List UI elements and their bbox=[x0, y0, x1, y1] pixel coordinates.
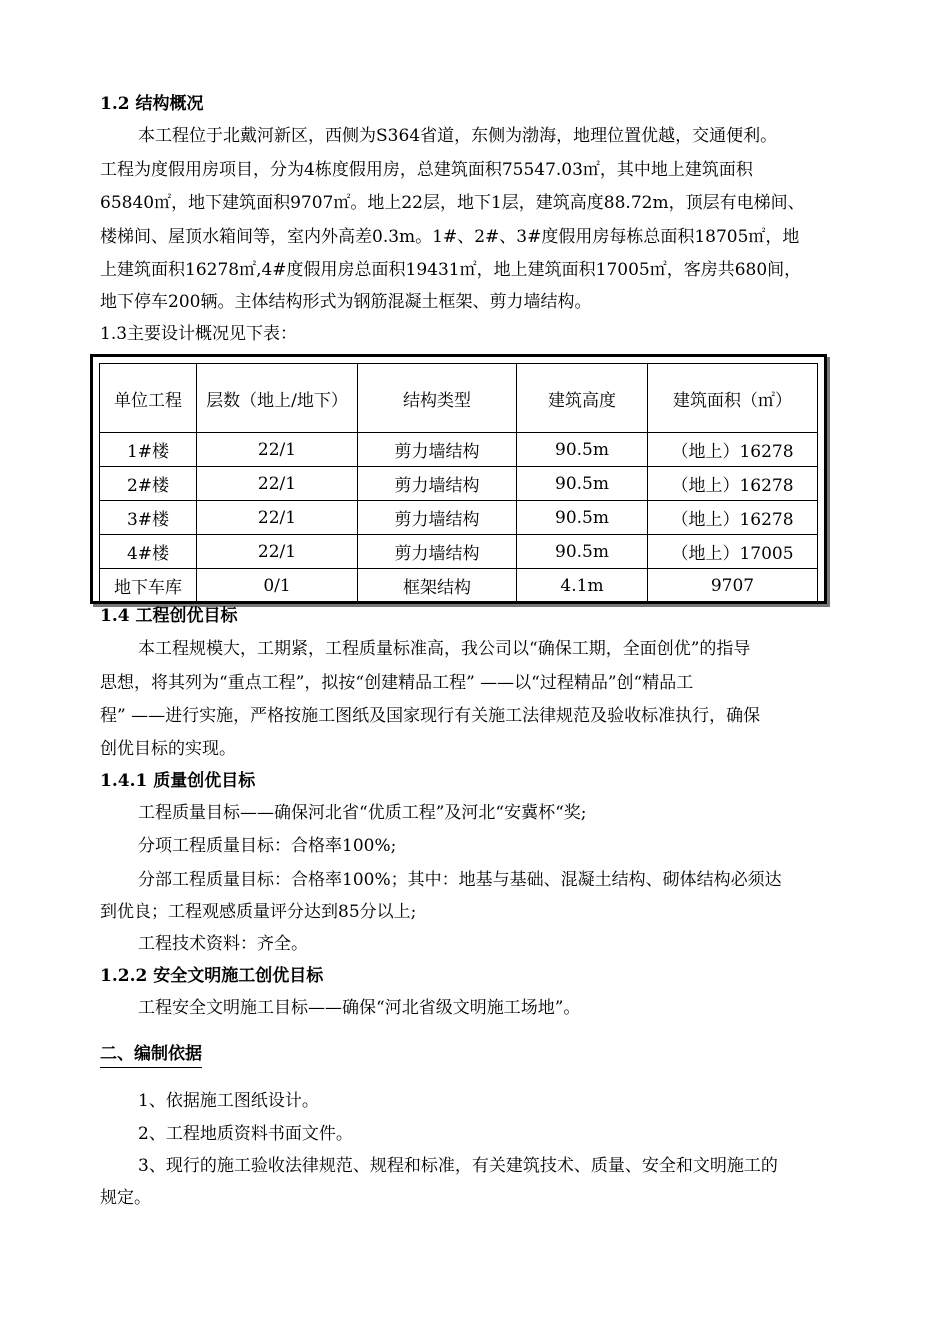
table-cell: 框架结构 bbox=[358, 569, 517, 603]
design-summary-table bbox=[90, 354, 827, 604]
table-row bbox=[100, 433, 818, 467]
table-cell: 22/1 bbox=[197, 501, 358, 535]
table-cell: （地上）17005 bbox=[648, 535, 818, 569]
table-row bbox=[100, 467, 818, 501]
table-cell: 2#楼 bbox=[100, 467, 197, 501]
para-1-4-1-line-3: 分部工程质量目标：合格率100%；其中：地基与基础、混凝土结构、砌体结构必须达 bbox=[138, 870, 782, 890]
para-1-4-1-line-1: 工程质量目标——确保河北省“优质工程”及河北“安冀杯“奖; bbox=[138, 803, 587, 823]
table-cell: 90.5m bbox=[517, 501, 648, 535]
table-cell: 剪力墙结构 bbox=[358, 535, 517, 569]
table-cell: 22/1 bbox=[197, 467, 358, 501]
para-1-2-line-2: 工程为度假用房项目，分为4栋度假用房，总建筑面积75547.03㎡，其中地上建筑面积 bbox=[100, 160, 753, 180]
para-1-2-line-3: 65840㎡，地下建筑面积9707㎡。地上22层，地下1层，建筑高度88.72m，顶层有电梯间、 bbox=[100, 193, 805, 213]
table-row bbox=[100, 569, 818, 603]
para-2-line-1: 1、依据施工图纸设计。 bbox=[138, 1091, 319, 1111]
para-1-4-line-1: 本工程规模大，工期紧，工程质量标准高，我公司以“确保工期，全面创优”的指导 bbox=[138, 639, 751, 659]
table-cell: 90.5m bbox=[517, 535, 648, 569]
para-1-2-2-line-1: 工程安全文明施工目标——确保“河北省级文明施工场地”。 bbox=[138, 998, 581, 1018]
para-1-4-line-4: 创优目标的实现。 bbox=[100, 739, 236, 759]
heading-1-4-1: 1.4.1 质量创优目标 bbox=[100, 771, 256, 791]
para-1-2-line-5: 上建筑面积16278㎡,4#度假用房总面积19431㎡，地上建筑面积17005㎡，客房共680间， bbox=[100, 260, 802, 280]
para-1-4-1-line-5: 工程技术资料：齐全。 bbox=[138, 934, 308, 954]
table-cell: 4#楼 bbox=[100, 535, 197, 569]
table-cell: 3#楼 bbox=[100, 501, 197, 535]
table-cell: 90.5m bbox=[517, 433, 648, 467]
table-cell: 地下车库 bbox=[100, 569, 197, 603]
table-header-cell: 结构类型 bbox=[358, 364, 517, 433]
para-1-4-1-line-2: 分项工程质量目标：合格率100%; bbox=[138, 836, 397, 856]
para-1-4-line-3: 程” ——进行实施，严格按施工图纸及国家现行有关施工法律规范及验收标准执行，确保 bbox=[100, 706, 761, 726]
para-1-2-line-1: 本工程位于北戴河新区，西侧为S364省道，东侧为渤海，地理位置优越，交通便利。 bbox=[138, 126, 778, 146]
heading-1-3: 1.3主要设计概况见下表： bbox=[100, 324, 298, 344]
table-header-cell: 建筑高度 bbox=[517, 364, 648, 433]
table-cell: 剪力墙结构 bbox=[358, 467, 517, 501]
table-header-cell: 单位工程 bbox=[100, 364, 197, 433]
para-1-2-line-6: 地下停车200辆。主体结构形式为钢筋混凝土框架、剪力墙结构。 bbox=[100, 292, 592, 312]
table-cell: 剪力墙结构 bbox=[358, 433, 517, 467]
heading-1-4: 1.4 工程创优目标 bbox=[100, 606, 238, 626]
heading-section-2: 二、编制依据 bbox=[100, 1042, 202, 1068]
table-cell: （地上）16278 bbox=[648, 501, 818, 535]
table-cell: 22/1 bbox=[197, 535, 358, 569]
table-cell: 剪力墙结构 bbox=[358, 501, 517, 535]
table-cell: （地上）16278 bbox=[648, 433, 818, 467]
table-cell: 9707 bbox=[648, 569, 818, 603]
para-2-line-2: 2、工程地质资料书面文件。 bbox=[138, 1124, 353, 1144]
table-cell: 1#楼 bbox=[100, 433, 197, 467]
table-cell: 22/1 bbox=[197, 433, 358, 467]
table-cell: 4.1m bbox=[517, 569, 648, 603]
table-cell: 90.5m bbox=[517, 467, 648, 501]
heading-1-2-2: 1.2.2 安全文明施工创优目标 bbox=[100, 966, 324, 986]
table-cell: （地上）16278 bbox=[648, 467, 818, 501]
para-2-line-3: 3、现行的施工验收法律规范、规程和标准，有关建筑技术、质量、安全和文明施工的 bbox=[138, 1156, 778, 1176]
para-1-4-line-2: 思想，将其列为“重点工程”，拟按“创建精品工程” ——以“过程精品”创“精品工 bbox=[100, 673, 694, 693]
table-row bbox=[100, 501, 818, 535]
table-header-cell: 建筑面积（㎡） bbox=[648, 364, 818, 433]
table-header-row bbox=[100, 364, 818, 433]
para-1-2-line-4: 楼梯间、屋顶水箱间等，室内外高差0.3m。1#、2#、3#度假用房每栋总面积18705㎡，地 bbox=[100, 227, 800, 247]
table-cell: 0/1 bbox=[197, 569, 358, 603]
heading-1-2: 1.2 结构概况 bbox=[100, 94, 204, 114]
table-header-cell: 层数（地上/地下） bbox=[197, 364, 358, 433]
table-row bbox=[100, 535, 818, 569]
para-1-4-1-line-4: 到优良；工程观感质量评分达到85分以上; bbox=[100, 902, 417, 922]
para-2-line-4: 规定。 bbox=[100, 1188, 151, 1208]
